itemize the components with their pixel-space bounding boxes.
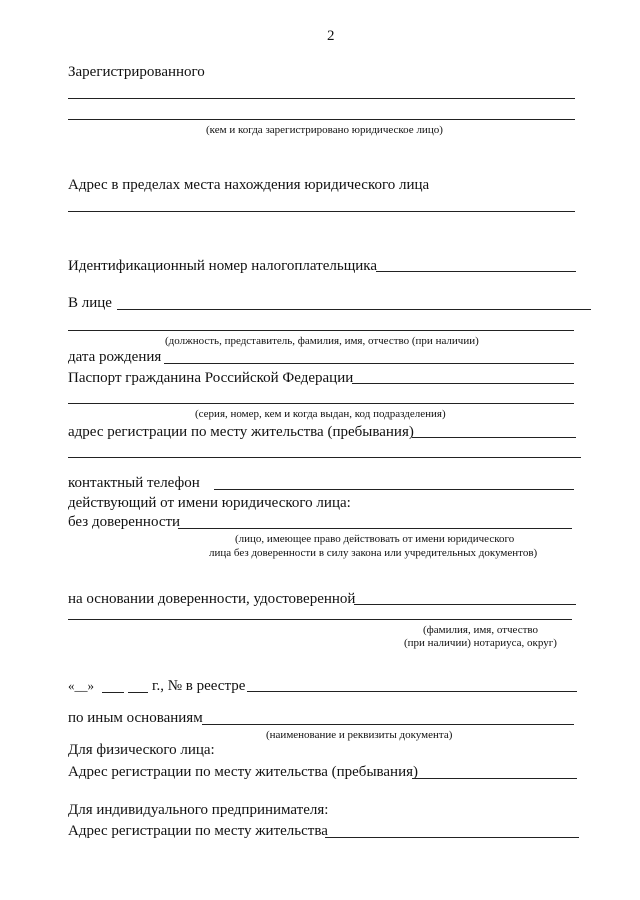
entrepreneur-address-label: Адрес регистрации по месту жительства (68, 823, 328, 839)
other-grounds-hint: (наименование и реквизиты документа) (266, 729, 453, 741)
individual-heading: Для физического лица: (68, 742, 215, 758)
page-number: 2 (327, 28, 335, 44)
inn-label: Идентификационный номер налогоплательщика (68, 258, 378, 274)
representative-hint: (должность, представитель, фамилия, имя, отчество (при наличии) (165, 335, 479, 347)
poa-line-2[interactable] (68, 619, 572, 620)
other-grounds-label: по иным основаниям (68, 710, 203, 726)
no-poa-hint-2: лица без доверенности в силу закона или учредительных документов) (209, 547, 538, 559)
poa-registry-line[interactable] (247, 691, 577, 692)
no-poa-label: без доверенности (68, 514, 181, 530)
registered-line-1[interactable] (68, 98, 575, 99)
poa-label: на основании доверенности, удостоверенной (68, 591, 356, 607)
inn-line[interactable] (376, 271, 576, 272)
representative-label: В лице (68, 295, 112, 311)
no-poa-line[interactable] (178, 528, 572, 529)
poa-hint-2: (при наличии) нотариуса, округ) (404, 637, 557, 649)
poa-hint-1: (фамилия, имя, отчество (423, 624, 539, 636)
legal-address-label: Адрес в пределах места нахождения юридического лица (68, 177, 430, 193)
phone-label: контактный телефон (68, 475, 200, 491)
poa-line-1[interactable] (354, 604, 576, 605)
birth-date-line[interactable] (164, 363, 574, 364)
acting-label: действующий от имени юридического лица: (68, 495, 351, 511)
passport-line-2[interactable] (68, 403, 574, 404)
no-poa-hint-1: (лицо, имеющее право действовать от имени юридического (235, 533, 515, 545)
residence-label: адрес регистрации по месту жительства (пребывания) (68, 424, 414, 440)
registered-line-2[interactable] (68, 119, 575, 120)
residence-line-2[interactable] (68, 457, 581, 458)
passport-hint: (серия, номер, кем и когда выдан, код подразделения) (195, 408, 446, 420)
legal-address-line[interactable] (68, 211, 575, 212)
residence-line-1[interactable] (412, 437, 576, 438)
individual-address-line[interactable] (412, 778, 577, 779)
poa-date-line-1[interactable] (102, 692, 124, 693)
poa-date-prefix: «__» (68, 678, 94, 693)
poa-registry-label: г., № в реестре (152, 678, 246, 694)
passport-line-1[interactable] (352, 383, 574, 384)
passport-label: Паспорт гражданина Российской Федерации (68, 370, 354, 386)
entrepreneur-address-line[interactable] (325, 837, 579, 838)
representative-line-2[interactable] (68, 330, 574, 331)
birth-date-label: дата рождения (68, 349, 162, 365)
individual-address-label: Адрес регистрации по месту жительства (пребывания) (68, 764, 419, 780)
phone-line[interactable] (214, 489, 574, 490)
registered-label: Зарегистрированного (68, 64, 205, 80)
poa-date-line-2[interactable] (128, 692, 148, 693)
other-grounds-line[interactable] (202, 724, 574, 725)
entrepreneur-heading: Для индивидуального предпринимателя: (68, 802, 329, 818)
representative-line-1[interactable] (117, 309, 591, 310)
registered-hint: (кем и когда зарегистрировано юридическое лицо) (206, 124, 443, 136)
